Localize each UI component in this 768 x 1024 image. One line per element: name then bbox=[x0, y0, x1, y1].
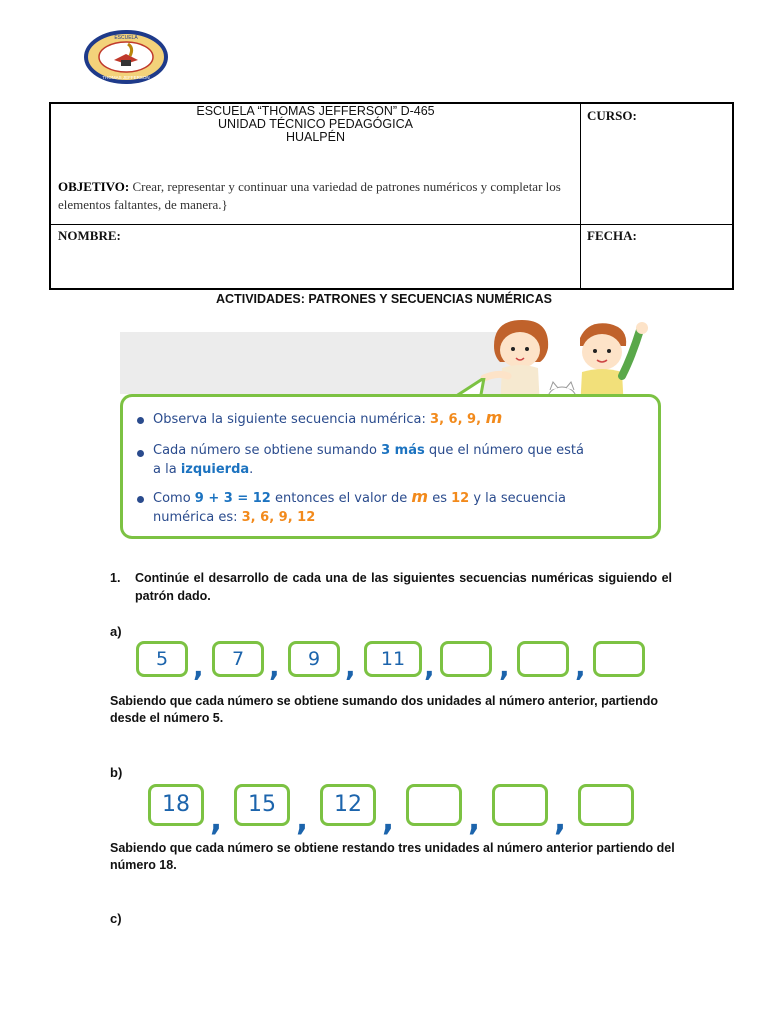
part-b-description: Sabiendo que cada número se obtiene restando tres unidades al número anterior partiendo del número 18. bbox=[110, 841, 675, 872]
sequence-box: 11 bbox=[364, 641, 422, 677]
sequence-comma: , bbox=[269, 650, 280, 683]
example-line-1: Observa la siguiente secuencia numérica: 3, 6, 9, m bbox=[153, 408, 503, 427]
sequence-comma: , bbox=[575, 650, 586, 683]
logo-top-text: ESCUELA bbox=[114, 35, 138, 41]
sequence-box: 5 bbox=[136, 641, 188, 677]
part-a-label: a) bbox=[110, 624, 122, 639]
example-illustration bbox=[120, 318, 665, 543]
objective-text: Crear, representar y continuar una variedad de patrones numéricos y completar los elementos faltantes, de manera.} bbox=[58, 179, 561, 212]
answer-box[interactable] bbox=[492, 784, 548, 826]
objective bbox=[58, 178, 573, 214]
question-number: 1. bbox=[110, 571, 121, 585]
answer-box[interactable] bbox=[578, 784, 634, 826]
school-info bbox=[51, 105, 580, 144]
example-line-3b: numérica es: 3, 6, 9, 12 bbox=[153, 510, 316, 525]
answer-box[interactable] bbox=[440, 641, 492, 677]
question-text: Continúe el desarrollo de cada una de las siguientes secuencias numéricas siguiendo el patrón dado. bbox=[135, 571, 672, 603]
logo-bottom-text: THOMAS JEFFERSON bbox=[102, 75, 150, 80]
sequence-box: 18 bbox=[148, 784, 204, 826]
fecha-label: FECHA: bbox=[587, 228, 637, 243]
answer-box[interactable] bbox=[406, 784, 462, 826]
sequence-box: 9 bbox=[288, 641, 340, 677]
part-c-label: c) bbox=[110, 911, 122, 926]
school-logo bbox=[84, 30, 168, 84]
answer-box[interactable] bbox=[593, 641, 645, 677]
nombre-label: NOMBRE: bbox=[58, 228, 121, 243]
school-unit: UNIDAD TÉCNICO PEDAGÓGICA bbox=[218, 117, 413, 131]
sequence-comma: , bbox=[554, 800, 567, 838]
objective-label: OBJETIVO: bbox=[58, 179, 130, 194]
sequence-comma: , bbox=[210, 800, 223, 838]
sequence-comma: , bbox=[296, 800, 309, 838]
activities-title: ACTIVIDADES: PATRONES Y SECUENCIAS NUMÉRICAS bbox=[216, 292, 552, 306]
sequence-comma: , bbox=[382, 800, 395, 838]
example-line-2b: a la izquierda. bbox=[153, 462, 254, 477]
question-1 bbox=[110, 569, 672, 605]
explanation-bubble bbox=[120, 394, 661, 539]
part-b-label: b) bbox=[110, 765, 123, 780]
sequence-comma: , bbox=[468, 800, 481, 838]
sequence-box: 7 bbox=[212, 641, 264, 677]
example-line-3: Como 9 + 3 = 12 entonces el valor de m es 12 y la secuencia bbox=[153, 487, 567, 506]
answer-box[interactable] bbox=[517, 641, 569, 677]
sequence-comma: , bbox=[193, 650, 204, 683]
sequence-box: 12 bbox=[320, 784, 376, 826]
example-line-2: Cada número se obtiene sumando 3 más que el número que está bbox=[153, 443, 584, 458]
sequence-box: 15 bbox=[234, 784, 290, 826]
school-name: ESCUELA “THOMAS JEFFERSON” D-465 bbox=[196, 104, 435, 118]
school-city: HUALPÉN bbox=[285, 130, 346, 144]
part-a-description: Sabiendo que cada número se obtiene sumando dos unidades al número anterior, partiendo desde el número 5. bbox=[110, 694, 659, 725]
header-table bbox=[49, 102, 734, 290]
curso-label: CURSO: bbox=[587, 108, 637, 123]
sequence-comma: , bbox=[424, 650, 435, 683]
sequence-comma: , bbox=[499, 650, 510, 683]
sequence-comma: , bbox=[345, 650, 356, 683]
